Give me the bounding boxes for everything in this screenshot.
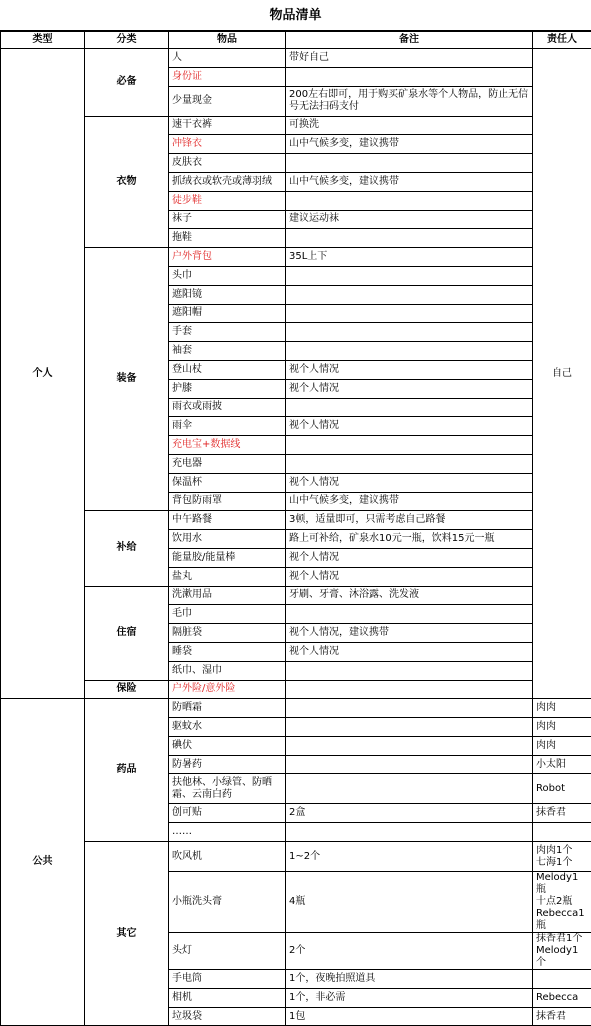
item-cell: 充电器 <box>169 454 286 473</box>
note-cell: 2个 <box>286 933 533 970</box>
note-cell <box>286 285 533 304</box>
item-cell: 碘伏 <box>169 736 286 755</box>
item-cell: 头巾 <box>169 266 286 285</box>
note-cell <box>286 454 533 473</box>
note-cell: 2盒 <box>286 804 533 823</box>
owner-cell: Robot <box>533 774 591 804</box>
note-cell: 1包 <box>286 1007 533 1026</box>
category-cell: 其它 <box>85 842 169 1026</box>
item-cell: 洗漱用品 <box>169 586 286 605</box>
item-cell: …… <box>169 823 286 842</box>
item-cell: 防晒霜 <box>169 699 286 718</box>
item-cell: 睡袋 <box>169 642 286 661</box>
owner-cell: 肉肉1个 七海1个 <box>533 842 591 872</box>
item-cell: 登山杖 <box>169 360 286 379</box>
note-cell: 视个人情况 <box>286 567 533 586</box>
header-item: 物品 <box>169 32 286 49</box>
owner-cell: 抹香君 <box>533 804 591 823</box>
owner-cell: 小太阳 <box>533 755 591 774</box>
note-cell <box>286 680 533 699</box>
note-cell <box>286 398 533 417</box>
item-cell: 能量胶/能量棒 <box>169 548 286 567</box>
item-cell: 防暑药 <box>169 755 286 774</box>
item-cell: 雨伞 <box>169 417 286 436</box>
note-cell: 视个人情况 <box>286 473 533 492</box>
owner-cell: Melody1瓶 十点2瓶 Rebecca1瓶 <box>533 872 591 933</box>
item-cell: 创可贴 <box>169 804 286 823</box>
note-cell <box>286 823 533 842</box>
note-cell <box>286 718 533 737</box>
note-cell: 可换洗 <box>286 116 533 135</box>
table-body <box>1 49 591 1026</box>
owner-cell: 抹香君1个 Melody1个 <box>533 933 591 970</box>
note-cell: 35L上下 <box>286 248 533 267</box>
owner-cell: 肉肉 <box>533 718 591 737</box>
item-cell: 抓绒衣或软壳或薄羽绒 <box>169 172 286 191</box>
owner-cell: Rebecca <box>533 988 591 1007</box>
item-cell: 相机 <box>169 988 286 1007</box>
header-row <box>1 32 591 49</box>
item-cell: 袜子 <box>169 210 286 229</box>
note-cell: 3顿，适量即可，只需考虑自己路餐 <box>286 511 533 530</box>
item-cell: 拖鞋 <box>169 229 286 248</box>
item-cell: 饮用水 <box>169 530 286 549</box>
note-cell: 4瓶 <box>286 872 533 933</box>
owner-cell <box>533 970 591 989</box>
table-row <box>1 699 591 718</box>
header-note: 备注 <box>286 32 533 49</box>
item-cell: 雨衣或雨披 <box>169 398 286 417</box>
category-cell: 装备 <box>85 248 169 511</box>
header-type: 类型 <box>1 32 85 49</box>
owner-cell: 肉肉 <box>533 736 591 755</box>
item-cell: 徒步鞋 <box>169 191 286 210</box>
note-cell: 路上可补给，矿泉水10元一瓶，饮料15元一瓶 <box>286 530 533 549</box>
note-cell: 1个，夜晚拍照道具 <box>286 970 533 989</box>
table-row <box>1 511 591 530</box>
item-table <box>0 31 591 1026</box>
category-cell: 补给 <box>85 511 169 586</box>
note-cell <box>286 436 533 455</box>
item-cell: 驱蚊水 <box>169 718 286 737</box>
item-cell: 隔脏袋 <box>169 624 286 643</box>
item-cell: 保温杯 <box>169 473 286 492</box>
category-cell: 衣物 <box>85 116 169 248</box>
note-cell: 视个人情况，建议携带 <box>286 624 533 643</box>
type-cell-public: 公共 <box>1 699 85 1026</box>
note-cell: 视个人情况 <box>286 379 533 398</box>
note-cell <box>286 229 533 248</box>
category-cell: 住宿 <box>85 586 169 680</box>
table-row <box>1 680 591 699</box>
item-cell: 人 <box>169 49 286 68</box>
note-cell: 山中气候多变，建议携带 <box>286 172 533 191</box>
note-cell <box>286 699 533 718</box>
item-cell: 头灯 <box>169 933 286 970</box>
note-cell: 带好自己 <box>286 49 533 68</box>
note-cell: 1个，非必需 <box>286 988 533 1007</box>
header-category: 分类 <box>85 32 169 49</box>
item-cell: 小瓶洗头膏 <box>169 872 286 933</box>
note-cell: 200左右即可，用于购买矿泉水等个人物品，防止无信号无法扫码支付 <box>286 86 533 116</box>
item-cell: 遮阳帽 <box>169 304 286 323</box>
note-cell: 1~2个 <box>286 842 533 872</box>
note-cell <box>286 755 533 774</box>
item-cell: 纸巾、湿巾 <box>169 661 286 680</box>
note-cell <box>286 67 533 86</box>
note-cell: 山中气候多变，建议携带 <box>286 492 533 511</box>
item-cell: 手套 <box>169 323 286 342</box>
note-cell: 视个人情况 <box>286 417 533 436</box>
note-cell <box>286 191 533 210</box>
item-cell: 毛巾 <box>169 605 286 624</box>
category-cell: 保险 <box>85 680 169 699</box>
category-cell: 药品 <box>85 699 169 842</box>
type-cell-personal: 个人 <box>1 49 85 699</box>
note-cell <box>286 605 533 624</box>
item-cell: 速干衣裤 <box>169 116 286 135</box>
owner-cell-personal: 自己 <box>533 49 591 699</box>
item-cell: 户外险/意外险 <box>169 680 286 699</box>
item-cell: 背包防雨罩 <box>169 492 286 511</box>
item-cell: 袖套 <box>169 342 286 361</box>
item-cell: 冲锋衣 <box>169 135 286 154</box>
owner-cell <box>533 823 591 842</box>
item-cell: 皮肤衣 <box>169 154 286 173</box>
header-owner: 责任人 <box>533 32 591 49</box>
item-cell: 遮阳镜 <box>169 285 286 304</box>
note-cell <box>286 323 533 342</box>
table-row <box>1 116 591 135</box>
note-cell <box>286 342 533 361</box>
item-cell: 户外背包 <box>169 248 286 267</box>
item-cell: 身份证 <box>169 67 286 86</box>
item-cell: 扶他林、小绿管、防晒霜、云南白药 <box>169 774 286 804</box>
item-cell: 中午路餐 <box>169 511 286 530</box>
note-cell <box>286 266 533 285</box>
note-cell <box>286 774 533 804</box>
note-cell: 视个人情况 <box>286 360 533 379</box>
item-cell: 护膝 <box>169 379 286 398</box>
page-title: 物品清单 <box>0 0 591 31</box>
item-cell: 垃圾袋 <box>169 1007 286 1026</box>
note-cell: 视个人情况 <box>286 642 533 661</box>
item-cell: 充电宝+数据线 <box>169 436 286 455</box>
owner-cell: 肉肉 <box>533 699 591 718</box>
owner-cell: 抹香君 <box>533 1007 591 1026</box>
note-cell: 牙刷、牙膏、沐浴露、洗发液 <box>286 586 533 605</box>
note-cell: 山中气候多变，建议携带 <box>286 135 533 154</box>
item-cell: 盐丸 <box>169 567 286 586</box>
table-row <box>1 586 591 605</box>
table-row <box>1 248 591 267</box>
note-cell <box>286 736 533 755</box>
note-cell: 视个人情况 <box>286 548 533 567</box>
note-cell <box>286 661 533 680</box>
item-cell: 手电筒 <box>169 970 286 989</box>
table-row <box>1 49 591 68</box>
note-cell: 建议运动袜 <box>286 210 533 229</box>
note-cell <box>286 304 533 323</box>
item-cell: 少量现金 <box>169 86 286 116</box>
table-row <box>1 842 591 872</box>
item-cell: 吹风机 <box>169 842 286 872</box>
category-cell: 必备 <box>85 49 169 117</box>
note-cell <box>286 154 533 173</box>
